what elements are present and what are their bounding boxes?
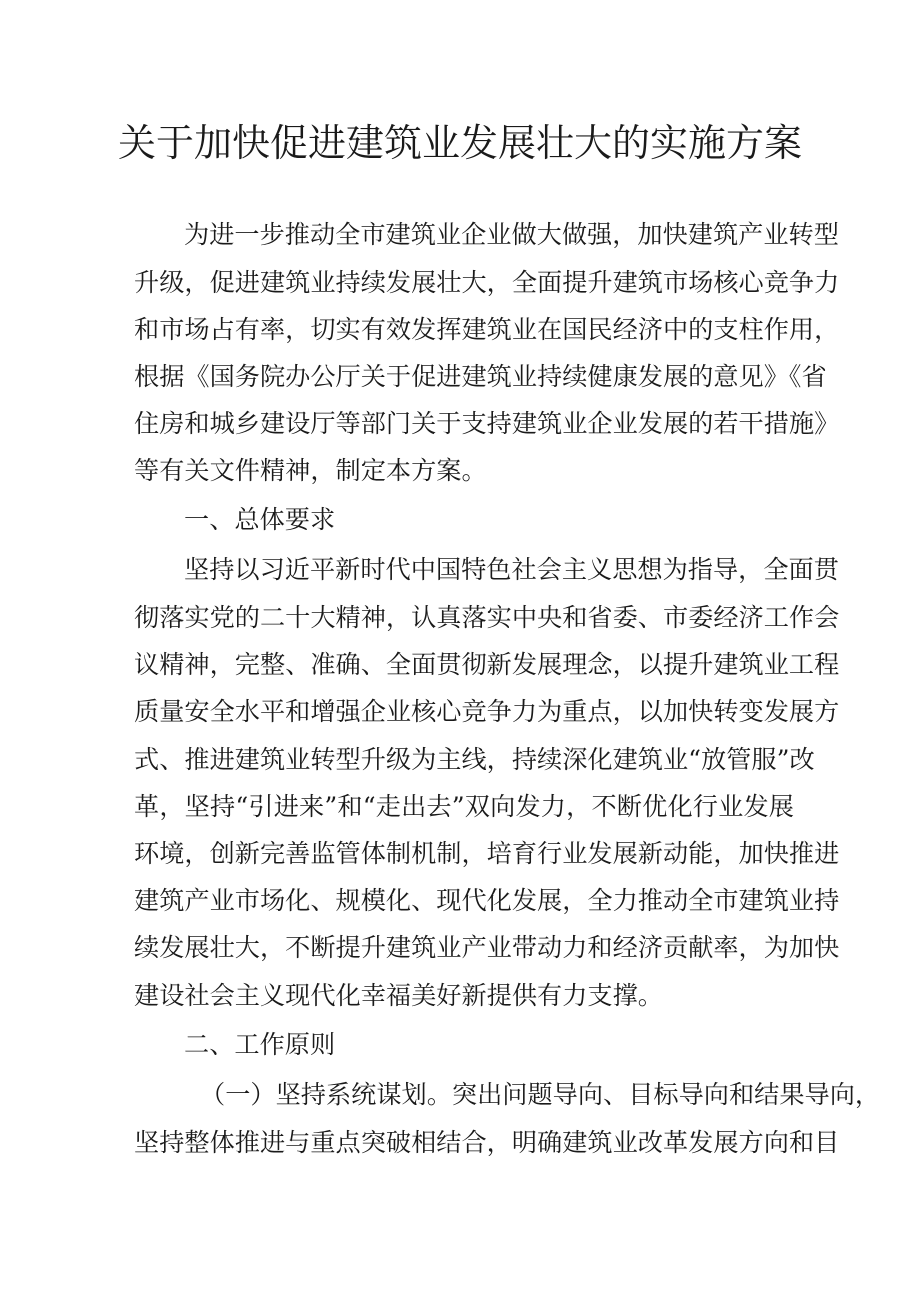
- paragraph-line: 式、推进建筑业转型升级为主线，持续深化建筑业“放管服”改: [134, 745, 815, 774]
- paragraph-line: 质量安全水平和增强企业核心竞争力为重点，以加快转变发展方: [134, 697, 840, 726]
- paragraph-line: （一）坚持系统谋划。突出问题导向、目标导向和结果导向，: [200, 1080, 881, 1109]
- paragraph-line: 坚持整体推进与重点突破相结合，明确建筑业改革发展方向和目: [134, 1128, 840, 1157]
- paragraph-line: 坚持以习近平新时代中国特色社会主义思想为指导，全面贯: [184, 555, 839, 584]
- document-title: 关于加快促进建筑业发展壮大的实施方案: [117, 121, 802, 165]
- paragraph-line: 根据《国务院办公厅关于促进建筑业持续健康发展的意见》《省: [134, 362, 827, 391]
- paragraph-line: 续发展壮大，不断提升建筑业产业带动力和经济贡献率，为加快: [134, 933, 840, 962]
- paragraph-line: 建设社会主义现代化幸福美好新提供有力支撑。: [134, 981, 663, 1010]
- paragraph-line: 议精神，完整、准确、全面贯彻新发展理念，以提升建筑业工程: [134, 650, 840, 679]
- paragraph-line: 彻落实党的二十大精神，认真落实中央和省委、市委经济工作会: [134, 603, 840, 632]
- paragraph-line: 住房和城乡建设厅等部门关于支持建筑业企业发展的若干措施》: [134, 409, 840, 438]
- paragraph-line: 和市场占有率，切实有效发挥建筑业在国民经济中的支柱作用，: [134, 315, 840, 344]
- section-heading: 二、工作原则: [184, 1030, 336, 1059]
- paragraph-line: 为进一步推动全市建筑业企业做大做强，加快建筑产业转型: [184, 220, 839, 249]
- paragraph-line: 环境，创新完善监管体制机制，培育行业发展新动能，加快推进: [134, 839, 840, 868]
- paragraph-line: 革，坚持“引进来”和“走出去”双向发力，不断优化行业发展: [134, 792, 794, 821]
- paragraph-line: 等有关文件精神，制定本方案。: [134, 456, 487, 485]
- paragraph-line: 建筑产业市场化、规模化、现代化发展，全力推动全市建筑业持: [134, 886, 840, 915]
- section-heading: 一、总体要求: [184, 505, 336, 534]
- paragraph-line: 升级，促进建筑业持续发展壮大，全面提升建筑市场核心竞争力: [134, 268, 840, 297]
